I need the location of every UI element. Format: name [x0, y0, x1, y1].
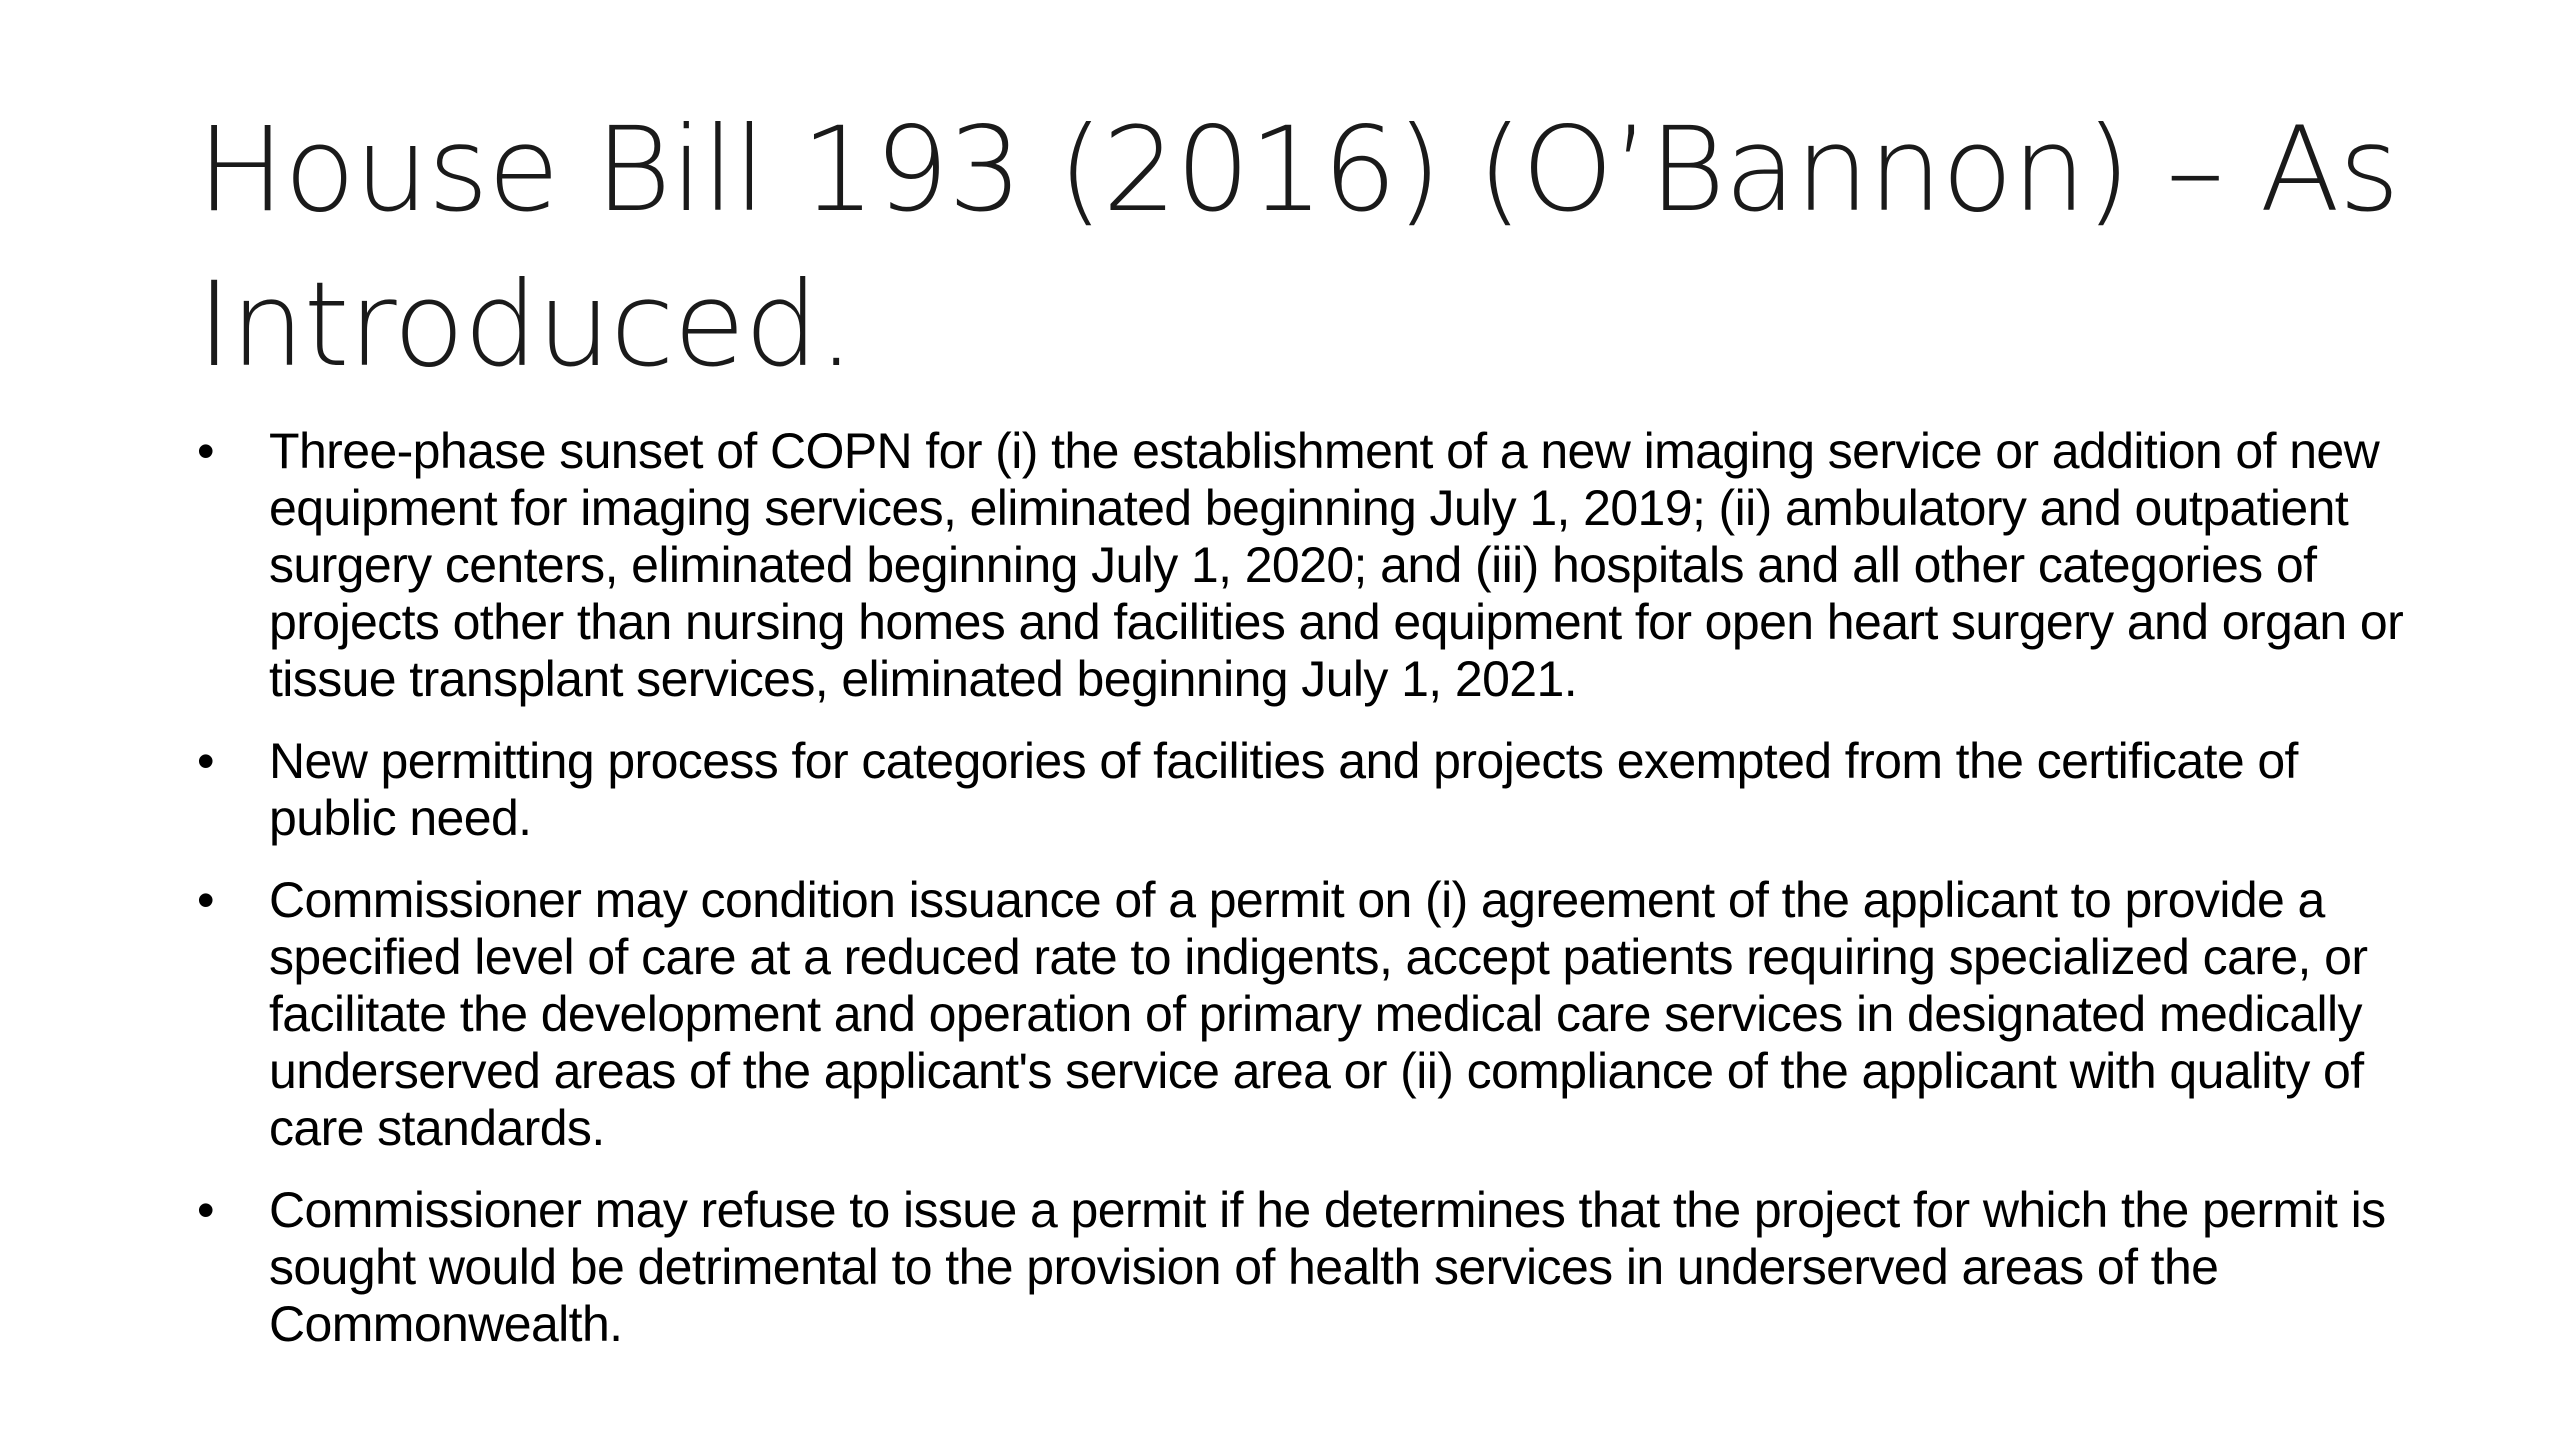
- slide-title: House Bill 193 (2016) (O’Bannon) – As Introduced.: [197, 101, 2399, 393]
- list-item: [197, 872, 2427, 1157]
- bullet-text: Commissioner may condition issuance of a permit on (i) agreement of the applicant to provide a specified level of care at a reduced rate to indigents, accept patients requiring specialized care, or facilitate the development and operation of primary medical care services in designated medically underserved areas of the applicant's service area or (ii) compliance of the applicant with quality of care standards.: [269, 872, 2368, 1156]
- bullet-text: Commissioner may refuse to issue a permit if he determines that the project for which the permit is sought would be detrimental to the provision of health services in underserved areas of the Commonwealth.: [269, 1182, 2386, 1352]
- bullet-icon: •: [197, 1182, 214, 1238]
- bullet-list: [197, 423, 2427, 1378]
- bullet-icon: •: [197, 872, 214, 928]
- list-item: [197, 423, 2427, 708]
- list-item: [197, 1182, 2427, 1353]
- bullet-icon: •: [197, 423, 214, 479]
- bullet-icon: •: [197, 733, 214, 789]
- bullet-text: New permitting process for categories of facilities and projects exempted from the certificate of public need.: [269, 733, 2298, 846]
- list-item: [197, 733, 2427, 847]
- bullet-text: Three-phase sunset of COPN for (i) the establishment of a new imaging service or addition of new equipment for imaging services, eliminated beginning July 1, 2019; (ii) ambulatory and outpatient surgery centers, eliminated beginning July 1, 2020; and (iii) hospitals and all other categories of projects other than nursing homes and facilities and equipment for open heart surgery and organ or tissue transplant services, eliminated beginning July 1, 2021.: [269, 423, 2404, 707]
